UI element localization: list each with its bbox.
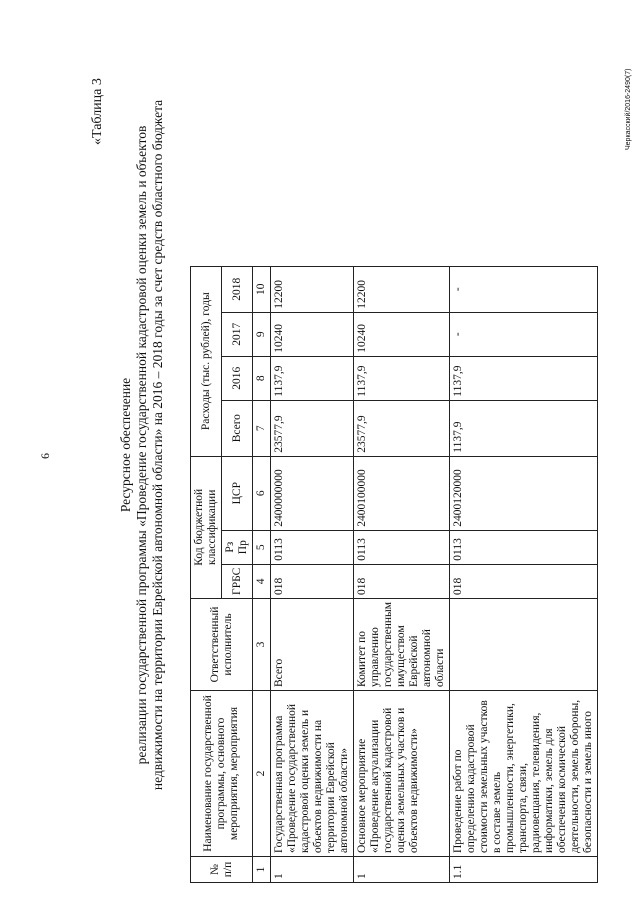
column-number: 2 bbox=[253, 691, 271, 857]
row-num: 1 bbox=[354, 857, 450, 883]
resource-table bbox=[190, 266, 598, 883]
row-executor: Всего bbox=[271, 598, 354, 690]
row-2017: 10240 bbox=[354, 312, 450, 356]
column-number: 4 bbox=[253, 564, 271, 598]
document-stamp: Черкасский/2016-2490(7) bbox=[625, 68, 632, 150]
row-executor: Комитет по управлению государственным имуществом Еврейской автономной области bbox=[354, 598, 450, 690]
page-number: 6 bbox=[38, 453, 52, 459]
table-row bbox=[354, 266, 450, 882]
row-csr: 2400100000 bbox=[354, 456, 450, 530]
row-2018: - bbox=[450, 266, 598, 312]
column-number-row bbox=[253, 266, 271, 882]
header-2017: 2017 bbox=[222, 312, 253, 356]
header-2016: 2016 bbox=[222, 356, 253, 400]
header-expenses: Расходы (тыс. рублей), годы bbox=[191, 266, 222, 456]
row-csr: 2400120000 bbox=[450, 456, 598, 530]
row-2016: 1137,9 bbox=[354, 356, 450, 400]
row-name: Государственная программа «Проведение государственной кадастровой оценки земель и объектов недвижимости на территории Еврейской автономной области» bbox=[271, 691, 354, 857]
table-row bbox=[450, 266, 598, 882]
row-name: Проведение работ по определению кадастровой стоимости земельных участков в составе земель промышленности, энергетики, транспорта, связи, радиовещания, телевидения, информатики, земель для обеспечения космической деятельности, земель обороны, безопасности и земель иного bbox=[450, 691, 598, 857]
row-executor bbox=[450, 598, 598, 690]
column-number: 6 bbox=[253, 456, 271, 530]
header-grbs: ГРБС bbox=[222, 564, 253, 598]
table-label: «Таблица 3 bbox=[90, 78, 105, 145]
row-name: Основное мероприятие «Проведение актуализации государственной кадастровой оценки земельных участков и объектов недвижимости» bbox=[354, 691, 450, 857]
row-num: 1.1 bbox=[450, 857, 598, 883]
row-total: 23577,9 bbox=[271, 400, 354, 456]
heading-line: Ресурсное обеспечение bbox=[118, 377, 133, 513]
row-rzpr: 0113 bbox=[271, 530, 354, 564]
header-row bbox=[191, 266, 222, 882]
row-total: 1137,9 bbox=[450, 400, 598, 456]
column-number: 1 bbox=[253, 857, 271, 883]
row-2016: 1137,9 bbox=[271, 356, 354, 400]
row-total: 23577,9 bbox=[354, 400, 450, 456]
document-heading bbox=[118, 45, 166, 845]
row-grbs: 018 bbox=[354, 564, 450, 598]
header-budget-code: Код бюджетной классификации bbox=[191, 456, 222, 598]
column-number: 9 bbox=[253, 312, 271, 356]
row-2018: 12200 bbox=[271, 266, 354, 312]
row-rzpr: 0113 bbox=[450, 530, 598, 564]
row-rzpr: 0113 bbox=[354, 530, 450, 564]
header-executor: Ответственный исполнитель bbox=[191, 598, 253, 690]
row-csr: 2400000000 bbox=[271, 456, 354, 530]
row-grbs: 018 bbox=[271, 564, 354, 598]
row-num: 1 bbox=[271, 857, 354, 883]
column-number: 8 bbox=[253, 356, 271, 400]
column-number: 5 bbox=[253, 530, 271, 564]
header-num: № п/п bbox=[191, 857, 253, 883]
column-number: 7 bbox=[253, 400, 271, 456]
header-2018: 2018 bbox=[222, 266, 253, 312]
row-2018: 12200 bbox=[354, 266, 450, 312]
column-number: 3 bbox=[253, 598, 271, 690]
row-2016: 1137,9 bbox=[450, 356, 598, 400]
table-row bbox=[271, 266, 354, 882]
header-csr: ЦСР bbox=[222, 456, 253, 530]
heading-line: реализации государственной программы «Проведение государственной кадастровой оценки земель и объектов bbox=[134, 125, 149, 765]
header-rzpr: Рз Пр bbox=[222, 530, 253, 564]
header-total: Всего bbox=[222, 400, 253, 456]
column-number: 10 bbox=[253, 266, 271, 312]
row-2017: 10240 bbox=[271, 312, 354, 356]
header-name: Наименование государственной программы, основного мероприятия, мероприятия bbox=[191, 691, 253, 857]
row-2017: - bbox=[450, 312, 598, 356]
row-grbs: 018 bbox=[450, 564, 598, 598]
heading-line: недвижимости на территории Еврейской автономной области» на 2016 – 2018 годы за счет средств областного бюджета bbox=[150, 99, 165, 791]
